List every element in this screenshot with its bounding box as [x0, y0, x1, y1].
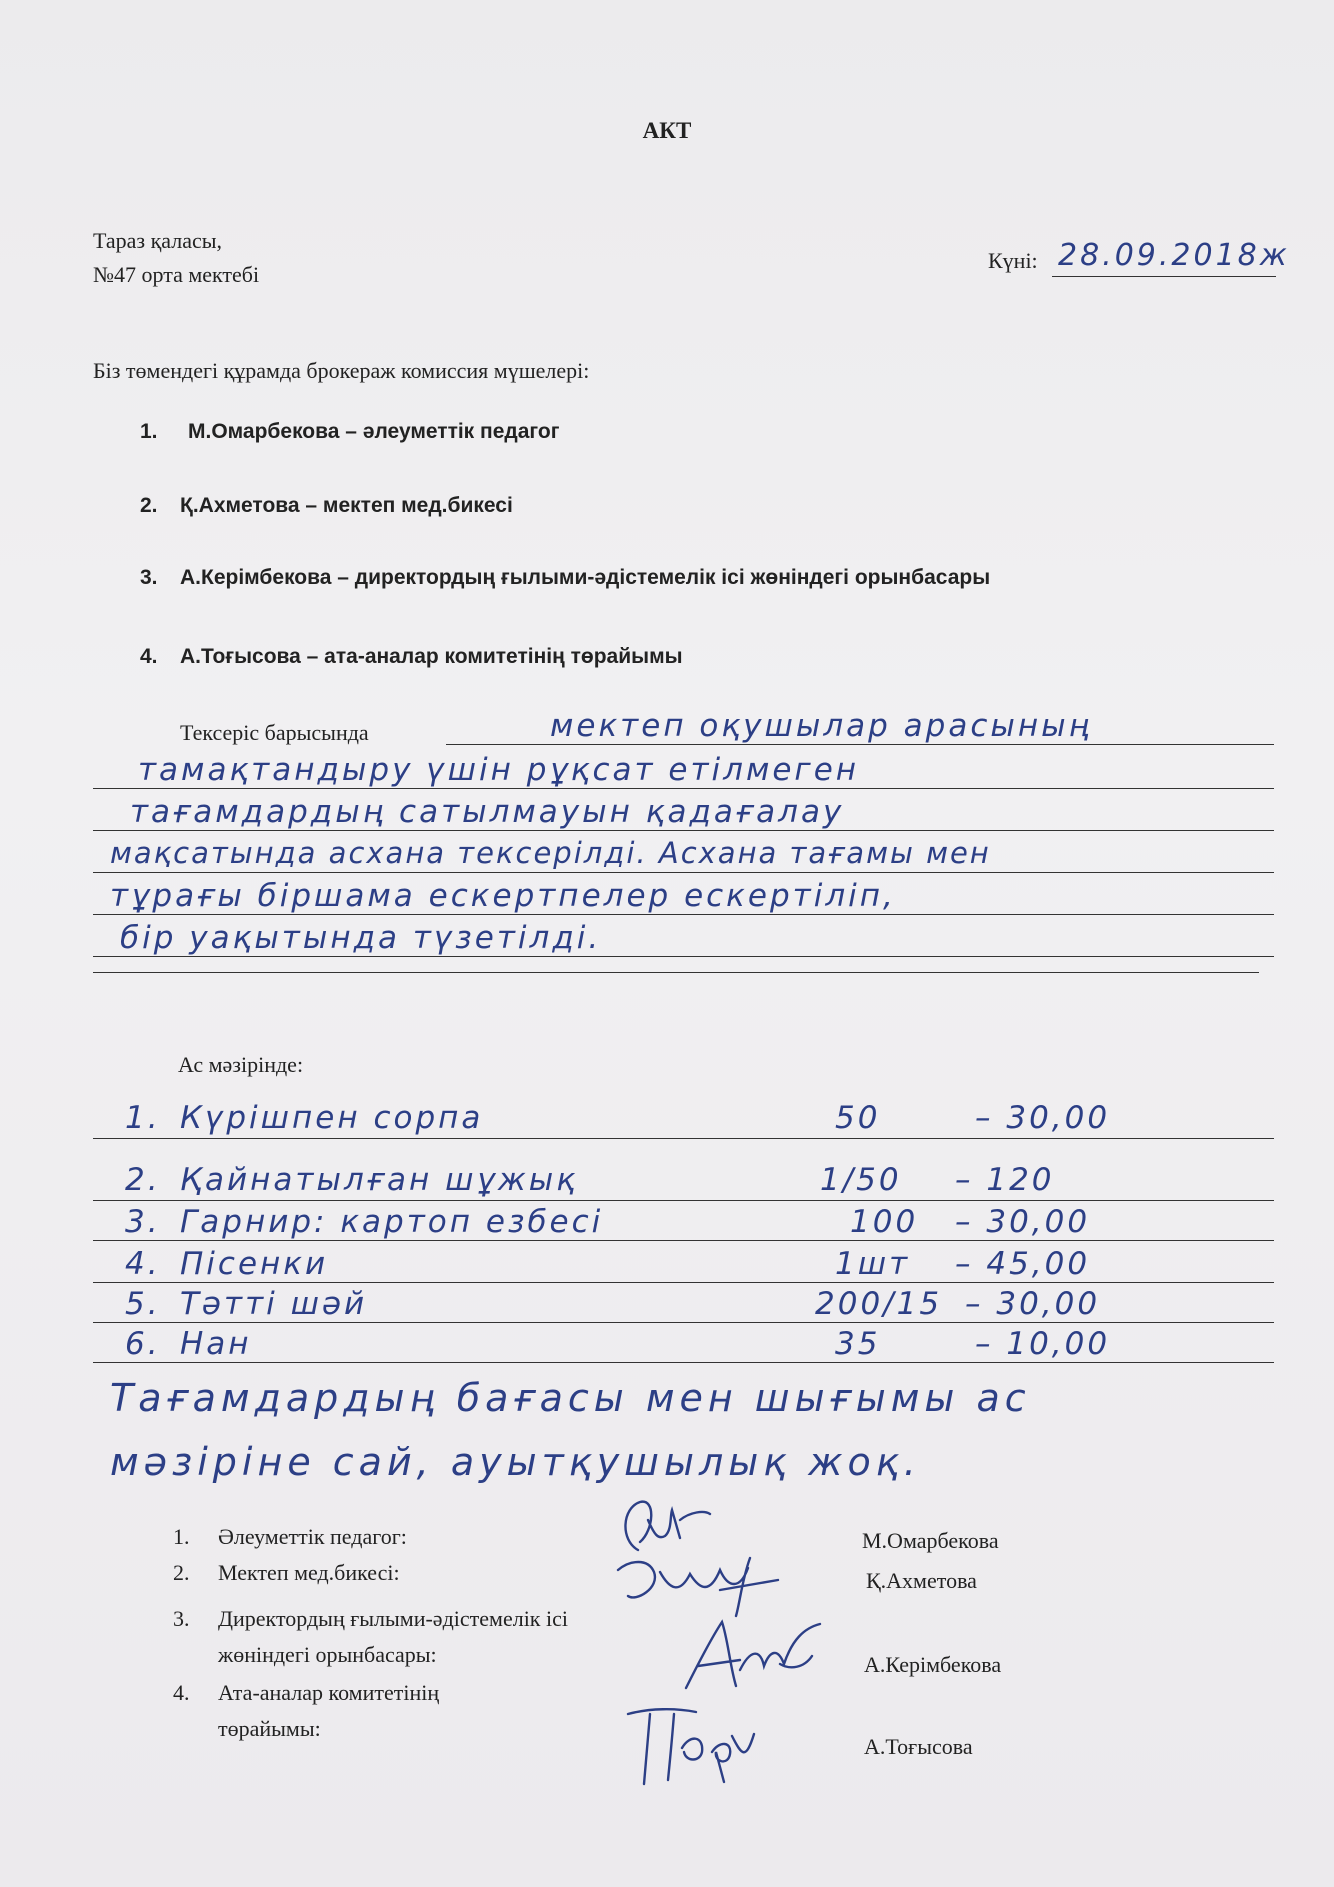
inspection-rule [93, 972, 1259, 973]
signature-role: Директордың ғылыми-әдістемелік ісі [218, 1606, 568, 1631]
member-2: Қ.Ахметова – мектеп мед.бикесі [180, 494, 513, 517]
menu-item-qty: 100 [850, 1204, 919, 1240]
inspection-handwriting: тұрағы біршама ескертпелер ескертіліп, [110, 878, 896, 914]
member-4: А.Тоғысова – ата-аналар комитетінің төрайымы [180, 645, 683, 668]
document-title: АКТ [642, 118, 692, 143]
menu-rule [93, 1362, 1274, 1363]
menu-item-price: – 30,00 [955, 1204, 1091, 1240]
menu-item-price: – 120 [955, 1162, 1055, 1198]
menu-item-qty: 35 [835, 1326, 881, 1362]
inspection-handwriting: мектеп оқушылар арасының [550, 708, 1093, 744]
signature-kerimbekova [680, 1610, 830, 1700]
conclusion-handwriting: Тағамдардың бағасы мен шығымы ас [110, 1376, 1031, 1420]
date-label: Күні: [988, 248, 1038, 273]
menu-rule [93, 1240, 1274, 1241]
menu-item-price: – 10,00 [975, 1326, 1111, 1362]
inspection-label: Тексеріс барысында [180, 720, 369, 745]
member-1: М.Омарбекова – әлеуметтік педагог [188, 420, 560, 443]
signature-role: төрайымы: [218, 1716, 321, 1741]
menu-rule [93, 1200, 1274, 1201]
menu-item-price: – 45,00 [955, 1246, 1091, 1282]
inspection-rule [93, 830, 1274, 831]
menu-item-qty: 50 [835, 1100, 881, 1136]
menu-item-number: 2. [125, 1162, 161, 1198]
city-line: Тараз қаласы, [93, 228, 223, 253]
date-underline [1052, 276, 1276, 277]
member-number: 2. [140, 494, 158, 517]
menu-item-price: – 30,00 [975, 1100, 1111, 1136]
signature-name: М.Омарбекова [862, 1528, 999, 1553]
member-number: 1. [140, 420, 158, 443]
inspection-handwriting: тағамдардың сатылмауын қадағалау [130, 794, 845, 830]
signature-number: 4. [173, 1680, 190, 1705]
menu-item-name: Тәтті шәй [180, 1286, 368, 1322]
inspection-rule [93, 914, 1274, 915]
signature-number: 3. [173, 1606, 190, 1631]
date-value: 28.09.2018ж [1058, 238, 1290, 273]
menu-item-number: 4. [125, 1246, 161, 1282]
inspection-handwriting: тамақтандыру үшін рұқсат етілмеген [138, 752, 860, 788]
menu-rule [93, 1138, 1274, 1139]
signature-name: А.Тоғысова [864, 1734, 973, 1759]
menu-item-number: 3. [125, 1204, 161, 1240]
menu-item-name: Күрішпен сорпа [180, 1100, 484, 1136]
inspection-handwriting: бір уақытында түзетілді. [120, 920, 602, 956]
menu-item-number: 6. [125, 1326, 161, 1362]
menu-item-name: Пісенки [180, 1246, 329, 1282]
menu-item-qty: 1/50 [820, 1162, 902, 1198]
menu-label: Ас мәзірінде: [178, 1052, 304, 1077]
menu-item-name: Гарнир: картоп езбесі [180, 1204, 604, 1240]
intro-text: Біз төмендегі құрамда брокераж комиссия мүшелері: [93, 358, 590, 383]
inspection-handwriting: мақсатында асхана тексерілді. Асхана тағамы мен [110, 836, 991, 870]
menu-item-name: Қайнатылған шұжық [180, 1162, 578, 1198]
conclusion-handwriting: мәзіріне сай, ауытқушылық жоқ. [110, 1440, 921, 1484]
signature-role: Әлеуметтік педагог: [218, 1524, 407, 1549]
inspection-rule [446, 744, 1274, 745]
inspection-rule [93, 788, 1274, 789]
menu-rule [93, 1282, 1274, 1283]
signature-number: 2. [173, 1560, 190, 1585]
menu-item-name: Нан [180, 1326, 252, 1362]
inspection-rule [93, 872, 1274, 873]
menu-item-number: 1. [125, 1100, 161, 1136]
signature-role: Мектеп мед.бикесі: [218, 1560, 400, 1585]
signature-role: Ата-аналар комитетінің [218, 1680, 440, 1705]
menu-item-price: – 30,00 [965, 1286, 1101, 1322]
menu-item-number: 5. [125, 1286, 161, 1322]
member-number: 3. [140, 566, 158, 589]
member-3: А.Керімбекова – директордың ғылыми-әдістемелік ісі жөніндегі орынбасары [180, 566, 991, 589]
signature-number: 1. [173, 1524, 190, 1549]
school-line: №47 орта мектебі [93, 262, 260, 287]
menu-item-qty: 1шт [835, 1246, 911, 1282]
signature-role: жөніндегі орынбасары: [218, 1642, 437, 1667]
signature-name: Қ.Ахметова [866, 1568, 977, 1593]
inspection-rule [93, 956, 1274, 957]
member-number: 4. [140, 645, 158, 668]
menu-rule [93, 1322, 1274, 1323]
signature-name: А.Керімбекова [864, 1652, 1002, 1677]
signature-togysova [620, 1700, 780, 1790]
menu-item-qty: 200/15 [815, 1286, 943, 1322]
